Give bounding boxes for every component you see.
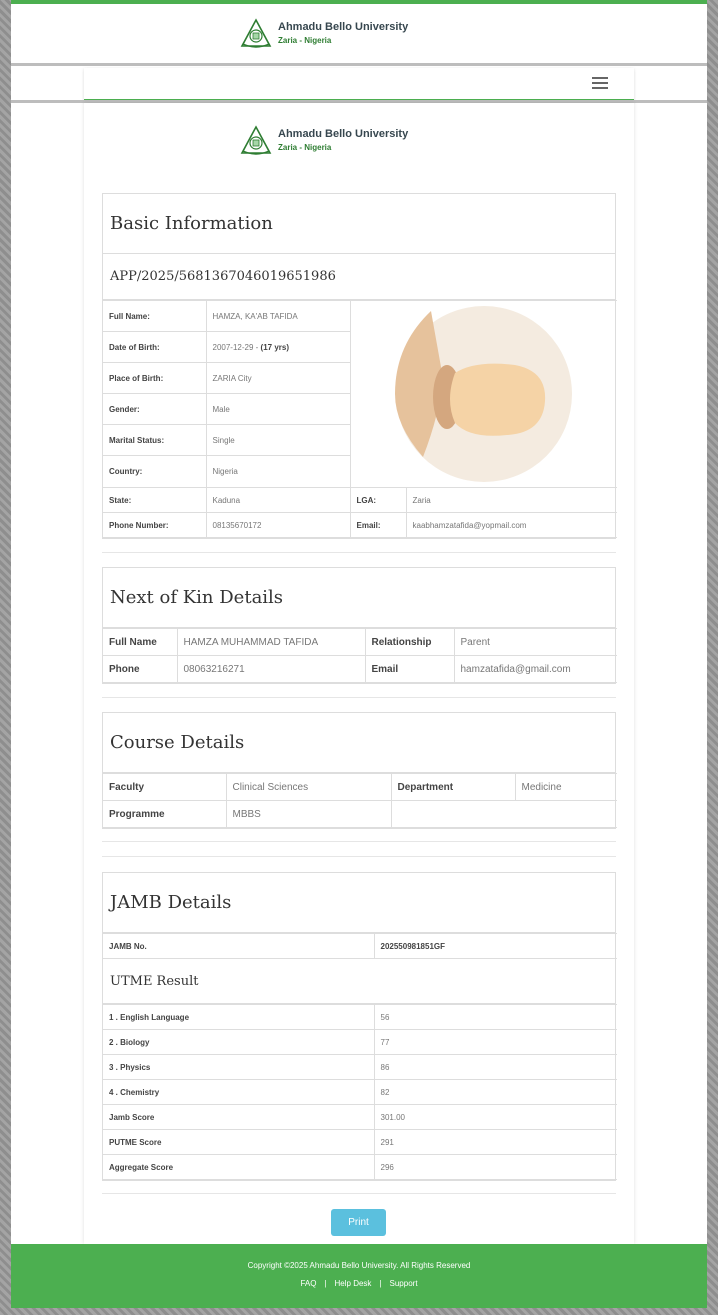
subject-score: 82 — [374, 1080, 617, 1105]
section-divider — [102, 697, 616, 698]
programme-label: Programme — [103, 801, 226, 828]
subject-score: 56 — [374, 1005, 617, 1030]
country-label: Country: — [103, 456, 206, 488]
phone-number-value: 08135670172 — [206, 513, 350, 538]
avatar-icon — [395, 305, 573, 483]
hamburger-menu-icon[interactable] — [592, 77, 608, 91]
lga-label: LGA: — [350, 488, 406, 513]
sheet-brand — [240, 125, 408, 157]
marital-status-value: Single — [206, 425, 350, 456]
aggregate-score-label: Aggregate Score — [103, 1155, 374, 1180]
place-of-birth-label: Place of Birth: — [103, 363, 206, 394]
dob-label: Date of Birth: — [103, 332, 206, 363]
jamb-details-card — [102, 872, 616, 1181]
copyright-text: Copyright ©2025 Ahmadu Bello University. All Rights Reserved — [247, 1261, 471, 1270]
link-separator: | — [379, 1279, 382, 1288]
subject-score: 86 — [374, 1055, 617, 1080]
full-name-label: Full Name: — [103, 301, 206, 332]
empty-cell — [391, 801, 617, 828]
application-sheet — [84, 103, 634, 1244]
subject-label: 3 . Physics — [103, 1055, 374, 1080]
marital-status-label: Marital Status: — [103, 425, 206, 456]
aggregate-score-value: 296 — [374, 1155, 617, 1180]
faculty-label: Faculty — [103, 774, 226, 801]
subject-label: 4 . Chemistry — [103, 1080, 374, 1105]
kin-phone-label: Phone — [103, 656, 177, 683]
navbar — [84, 68, 634, 102]
footer-links — [11, 1279, 707, 1288]
gender-value: Male — [206, 394, 350, 425]
age-value: (17 yrs) — [260, 342, 289, 352]
programme-value: MBBS — [226, 801, 391, 828]
jamb-score-value: 301.00 — [374, 1105, 617, 1130]
site-header — [11, 0, 707, 66]
university-location: Zaria - Nigeria — [278, 143, 332, 152]
kin-relationship-label: Relationship — [365, 629, 454, 656]
help-desk-link[interactable]: Help Desk — [334, 1279, 372, 1288]
university-name: Ahmadu Bello University — [278, 128, 409, 140]
place-of-birth-value: ZARIA City — [206, 363, 350, 394]
application-number: APP/2025/5681367046019651986 — [103, 254, 615, 300]
basic-information-title: Basic Information — [103, 194, 615, 254]
gender-label: Gender: — [103, 394, 206, 425]
university-location: Zaria - Nigeria — [278, 36, 332, 45]
putme-score-value: 291 — [374, 1130, 617, 1155]
section-divider — [102, 552, 616, 553]
jamb-no-label: JAMB No. — [103, 934, 374, 959]
jamb-number-table — [103, 933, 617, 959]
kin-fullname-label: Full Name — [103, 629, 177, 656]
link-separator: | — [324, 1279, 327, 1288]
university-logo-icon — [240, 18, 272, 50]
state-label: State: — [103, 488, 206, 513]
course-details-title: Course Details — [103, 713, 615, 773]
subject-label: 1 . English Language — [103, 1005, 374, 1030]
utme-result-table — [103, 1004, 617, 1180]
kin-email-label: Email — [365, 656, 454, 683]
next-of-kin-table — [103, 628, 617, 683]
department-label: Department — [391, 774, 515, 801]
full-name-value: HAMZA, KA'AB TAFIDA — [206, 301, 350, 332]
department-value: Medicine — [515, 774, 617, 801]
state-value: Kaduna — [206, 488, 350, 513]
subject-score: 77 — [374, 1030, 617, 1055]
lga-value: Zaria — [406, 488, 617, 513]
jamb-details-title: JAMB Details — [103, 873, 615, 933]
course-details-card — [102, 712, 616, 829]
kin-fullname-value: HAMZA MUHAMMAD TAFIDA — [177, 629, 365, 656]
basic-information-card — [102, 193, 616, 539]
section-divider — [102, 1193, 616, 1194]
phone-number-label: Phone Number: — [103, 513, 206, 538]
email-label: Email: — [350, 513, 406, 538]
page-frame — [11, 0, 707, 1308]
site-footer — [11, 1244, 707, 1308]
basic-info-table — [103, 300, 617, 538]
dob-cell — [206, 332, 350, 363]
utme-result-title: UTME Result — [103, 959, 615, 1004]
photo-cell — [350, 301, 617, 488]
header-brand[interactable] — [240, 18, 408, 50]
university-name: Ahmadu Bello University — [278, 21, 409, 33]
section-divider — [102, 856, 616, 857]
country-value: Nigeria — [206, 456, 350, 488]
jamb-no-value: 202550981851GF — [374, 934, 617, 959]
faculty-value: Clinical Sciences — [226, 774, 391, 801]
section-divider — [102, 841, 616, 842]
dob-value: 2007-12-29 - — [212, 342, 261, 352]
kin-relationship-value: Parent — [454, 629, 617, 656]
putme-score-label: PUTME Score — [103, 1130, 374, 1155]
subject-label: 2 . Biology — [103, 1030, 374, 1055]
support-link[interactable]: Support — [389, 1279, 418, 1288]
kin-phone-value: 08063216271 — [177, 656, 365, 683]
email-value: kaabhamzatafida@yopmail.com — [406, 513, 617, 538]
print-button[interactable]: Print — [331, 1209, 386, 1236]
kin-email-value: hamzatafida@gmail.com — [454, 656, 617, 683]
next-of-kin-card — [102, 567, 616, 684]
jamb-score-label: Jamb Score — [103, 1105, 374, 1130]
faq-link[interactable]: FAQ — [300, 1279, 317, 1288]
course-details-table — [103, 773, 617, 828]
university-logo-icon — [240, 125, 272, 157]
next-of-kin-title: Next of Kin Details — [103, 568, 615, 628]
